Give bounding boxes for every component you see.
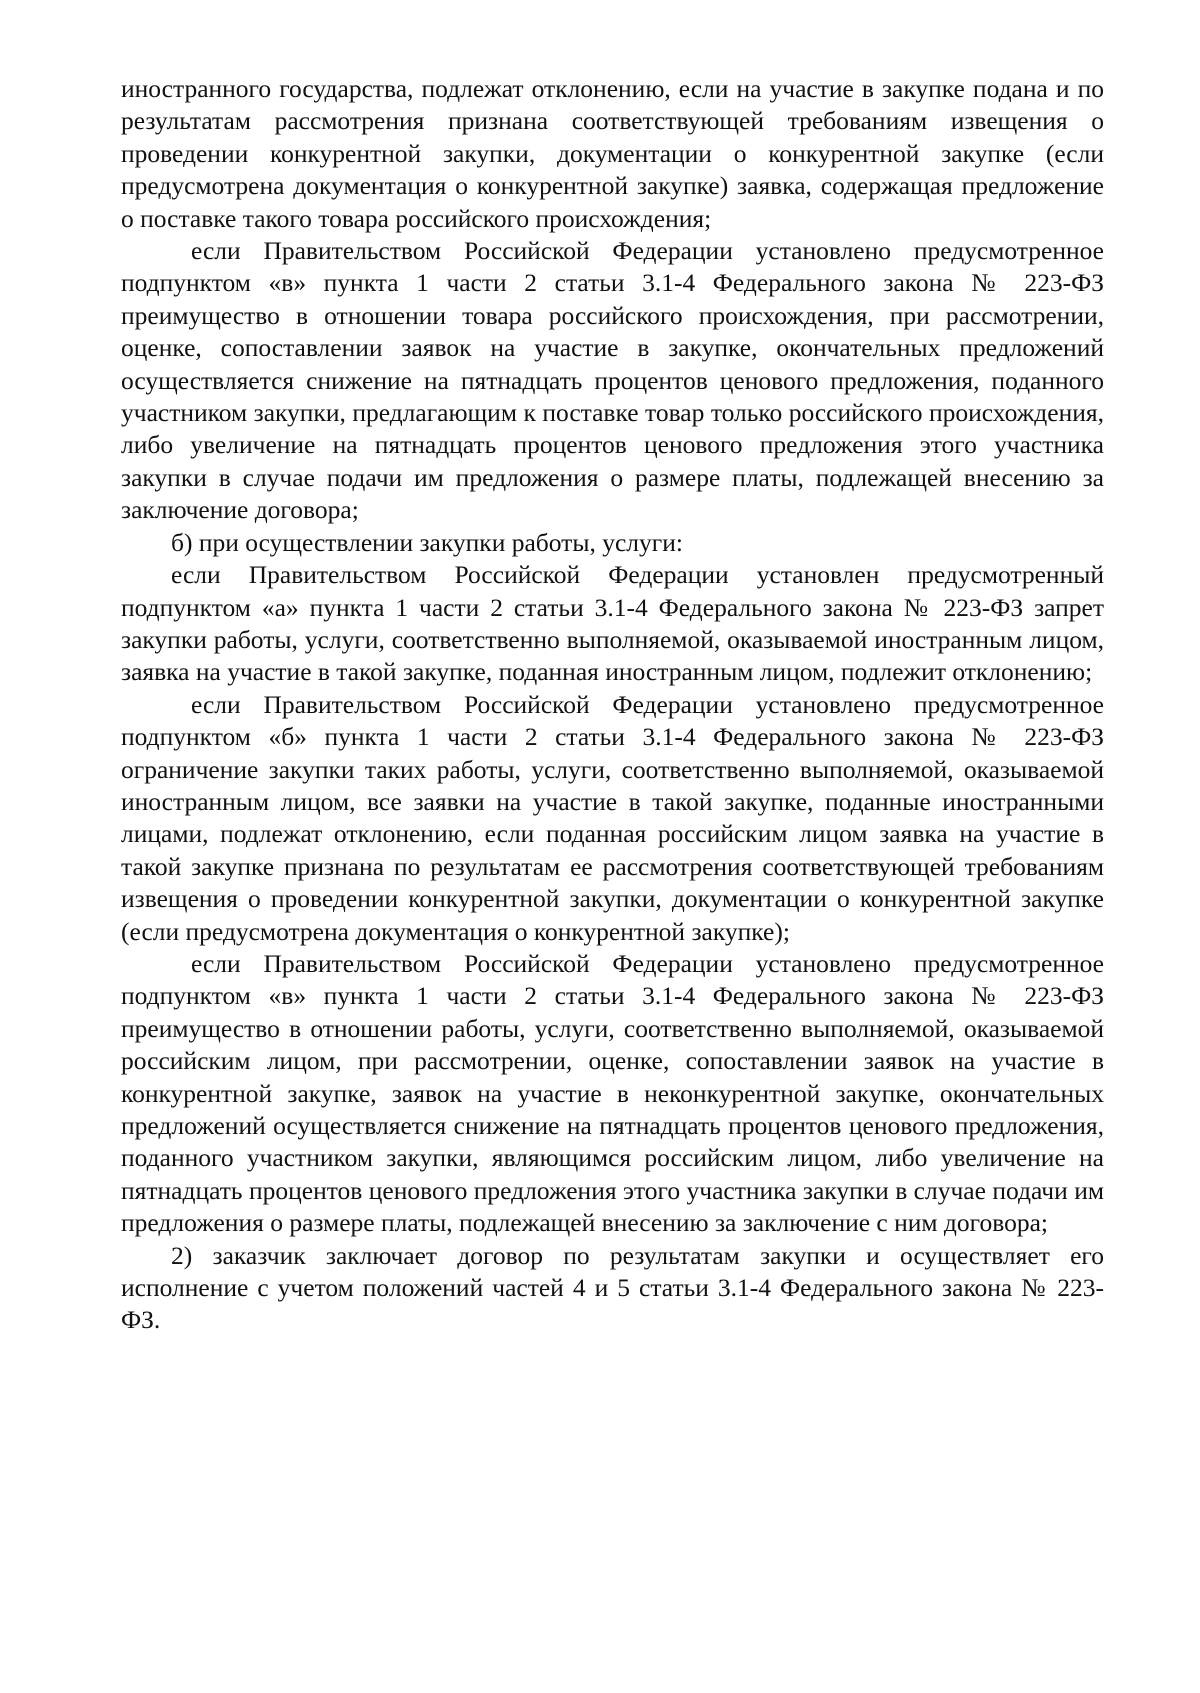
document-body bbox=[121, 73, 1104, 1337]
paragraph-works-restriction: если Правительством Российской Федерации установлено предусмотренное подпунктом «б» пункта 1 части 2 статьи 3.1-4 Федерального закона № 223-ФЗ ограничение закупки таких работы, услуги, соответственно выполняемой, оказываемой иностранным лицом, все заявки на участие в такой закупке, поданные иностранными лицами, подлежат отклонению, если поданная российским лицом заявка на участие в такой закупке признана по результатам ее рассмотрения соответствующей требованиям извещения о проведении конкурентной закупки, документации о конкурентной закупке (если предусмотрена документация о конкурентной закупке); bbox=[121, 689, 1104, 946]
paragraph-goods-preference: если Правительством Российской Федерации установлено предусмотренное подпунктом «в» пункта 1 части 2 статьи 3.1-4 Федерального закона № 223-ФЗ преимущество в отношении товара российского происхождения, при рассмотрении, оценке, сопоставлении заявок на участие в закупке, окончательных предложений осуществляется снижение на пятнадцать процентов ценового предложения, поданного участником закупки, предлагающим к поставке товар только российского происхождения, либо увеличение на пятнадцать процентов ценового предложения этого участника закупки в случае подачи им предложения о размере платы, подлежащей внесению за заключение договора; bbox=[121, 236, 1104, 525]
paragraph-works-ban: если Правительством Российской Федерации установлен предусмотренный подпунктом «а» пункта 1 части 2 статьи 3.1-4 Федерального закона № 223-ФЗ запрет закупки работы, услуги, соответственно выполняемой, оказываемой иностранным лицом, заявка на участие в такой закупке, поданная иностранным лицом, подлежит отклонению; bbox=[121, 560, 1104, 687]
paragraph-continuation: иностранного государства, подлежат отклонению, если на участие в закупке подана и по результатам рассмотрения признана соответствующей требованиям извещения о проведении конкурентной закупки, документации о конкурентной закупке (если предусмотрена документация о конкурентной закупке) заявка, содержащая предложение о поставке такого товара российского происхождения; bbox=[121, 74, 1104, 233]
paragraph-subitem-b-heading: б) при осуществлении закупки работы, услуги: bbox=[171, 527, 683, 557]
paragraph-works-preference: если Правительством Российской Федерации установлено предусмотренное подпунктом «в» пункта 1 части 2 статьи 3.1-4 Федерального закона № 223-ФЗ преимущество в отношении работы, услуги, соответственно выполняемой, оказываемой российским лицом, при рассмотрении, оценке, сопоставлении заявок на участие в конкурентной закупке, заявок на участие в неконкурентной закупке, окончательных предложений осуществляется снижение на пятнадцать процентов ценового предложения, поданного участником закупки, являющимся российским лицом, либо увеличение на пятнадцать процентов ценового предложения этого участника закупки в случае подачи им предложения о размере платы, подлежащей внесению за заключение с ним договора; bbox=[121, 948, 1104, 1238]
paragraph-item-2-contract: 2) заказчик заключает договор по результатам закупки и осуществляет его исполнение с учетом положений частей 4 и 5 статьи 3.1-4 Федерального закона № 223-ФЗ. bbox=[121, 1240, 1104, 1335]
